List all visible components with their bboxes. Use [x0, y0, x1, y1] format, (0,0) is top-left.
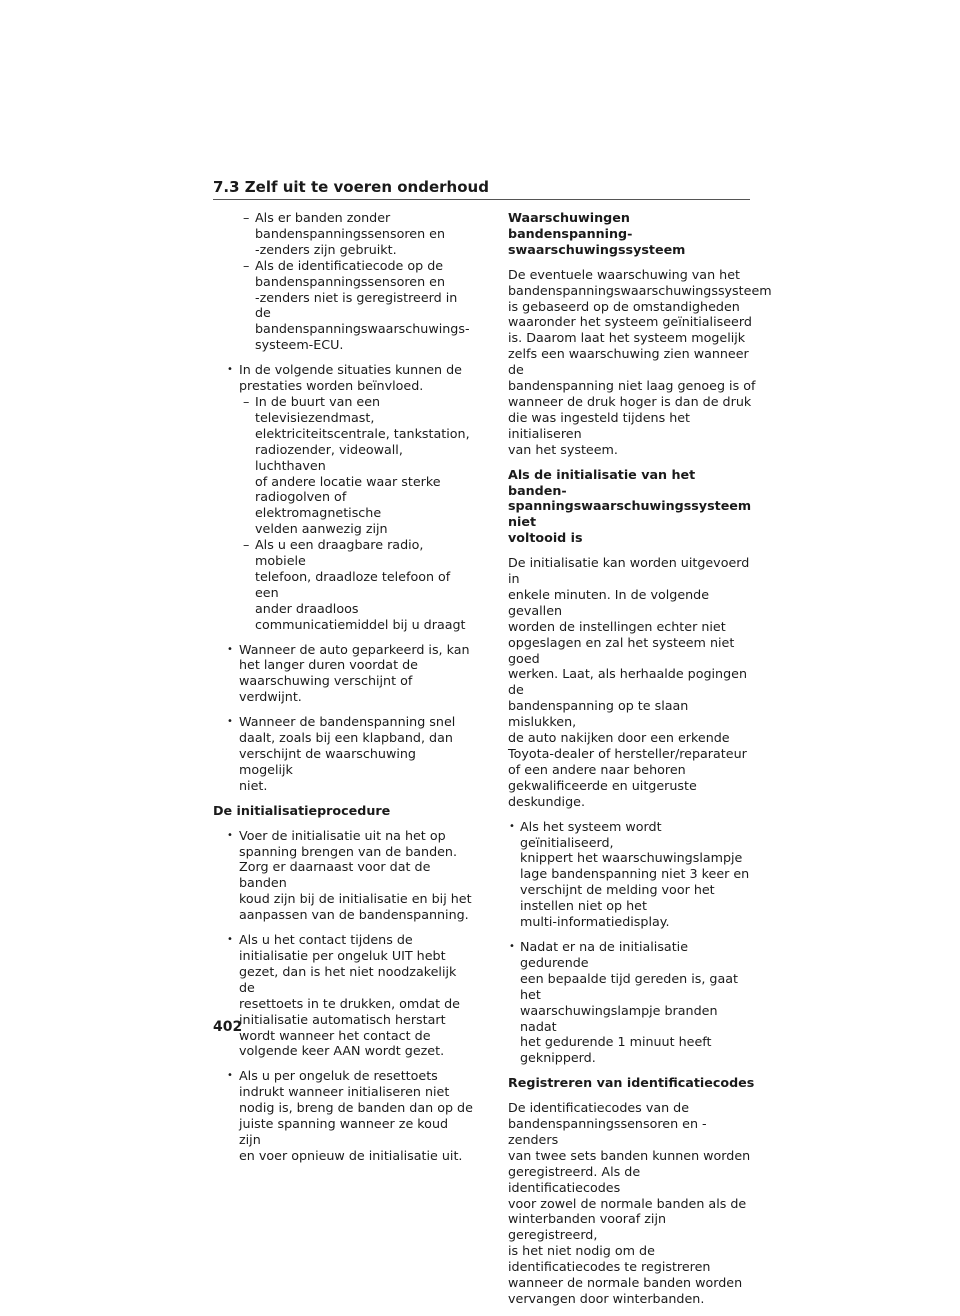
bullet-text: • In de volgende situaties kunnen de prestaties worden beïnvloed.: [239, 362, 462, 394]
section-heading: Waarschuwingen bandenspanning- swaarschuwingssysteem: [508, 210, 686, 257]
bullet-item: • Wanneer de bandenspanning snel daalt, zoals bij een klapband, dan verschijnt de waarschuwing mogelijk niet.: [213, 714, 473, 794]
section-title: 7.3 Zelf uit te voeren onderhoud: [213, 178, 489, 196]
bullet-item: • Als u het contact tijdens de initialisatie per ongeluk UIT hebt gezet, dan is het niet noodzakelijk de resettoets in te drukken, omdat de initialisatie automatisch herstart wordt wanneer het contact de volgende keer AAN wordt gezet.: [213, 932, 473, 1059]
bullet-item: • Als het systeem wordt geïnitialiseerd, knippert het waarschuwingslampje lage bandenspanning niet 3 keer en verschijnt de melding voor het instellen niet op het multi-informatiedisplay.: [508, 819, 756, 930]
bullet-item: [213, 362, 473, 632]
right-column: [508, 210, 772, 1316]
section-heading: Als de initialisatie van het banden- spanningswaarschuwingssysteem niet voltooid is: [508, 466, 752, 546]
section-heading: De initialisatieprocedure: [213, 802, 391, 818]
bullet-item: • Nadat er na de initialisatie gedurende een bepaalde tijd gereden is, gaat het waarschuwingslampje branden nadat het gedurende 1 minuut heeft geknipperd.: [508, 939, 756, 1066]
paragraph: De eventuele waarschuwing van het bandenspanningswaarschuwingssysteem is gebaseerd op de omstandigheden waaronder het systeem geïnitialiseerd is. Daarom laat het systeem mogelijk zelfs een waarschuwing zien wanneer de bandenspanning niet laag genoeg is of wanneer de druk hoger is dan de druk die was ingesteld tijdens het initialiseren van het systeem.: [508, 266, 772, 457]
dash-item: – Als er banden zonder bandenspanningssensoren en -zenders zijn gebruikt.: [213, 210, 473, 258]
bullet-item: • Wanneer de auto geparkeerd is, kan het langer duren voordat de waarschuwing verschijnt of verdwijnt.: [213, 642, 473, 706]
bullet-item: • Als u per ongeluk de resettoets indrukt wanneer initialiseren niet nodig is, breng de banden dan op de juiste spanning wanneer ze koud zijn en voer opnieuw de initialisatie uit.: [213, 1068, 473, 1163]
page-number: 402: [213, 1019, 243, 1035]
section-heading: Registreren van identificatiecodes: [508, 1075, 755, 1091]
left-column: [213, 210, 473, 1173]
dash-item: – Als de identificatiecode op de bandenspanningssensoren en -zenders niet is geregistreerd in de bandenspanningswaarschuwings- systeem-ECU.: [213, 258, 473, 353]
paragraph: De initialisatie kan worden uitgevoerd in enkele minuten. In de volgende gevallen worden de instellingen echter niet opgeslagen en zal het systeem niet goed werken. Laat, als herhaalde pogingen de bandenspanning op te slaan mislukken, de auto nakijken door een erkende Toyota-dealer of hersteller/reparateur of een andere naar behoren gekwalificeerde en uitgeruste deskundige.: [508, 555, 750, 809]
dash-item: – Als u een draagbare radio, mobiele telefoon, draadloze telefoon of een ander draadloos communicatiemiddel bij u draagt: [213, 537, 473, 632]
dash-item: – In de buurt van een televisiezendmast, elektriciteitscentrale, tankstation, radiozender, videowall, luchthaven of andere locatie waar sterke radiogolven of elektromagnetische velden aanwezig zijn: [213, 394, 473, 537]
header-divider: [213, 199, 750, 200]
bullet-item: • Voer de initialisatie uit na het op spanning brengen van de banden. Zorg er daarnaast voor dat de banden koud zijn bij de initialisatie en bij het aanpassen van de bandenspanning.: [213, 828, 473, 923]
paragraph: De identificatiecodes van de bandenspanningssensoren en -zenders van twee sets banden kunnen worden geregistreerd. Als de identificatiecodes voor zowel de normale banden als de winterbanden vooraf zijn geregistreerd, is het niet nodig om de identificatiecodes te registreren wanneer de normale banden worden vervangen door winterbanden.: [508, 1100, 751, 1306]
